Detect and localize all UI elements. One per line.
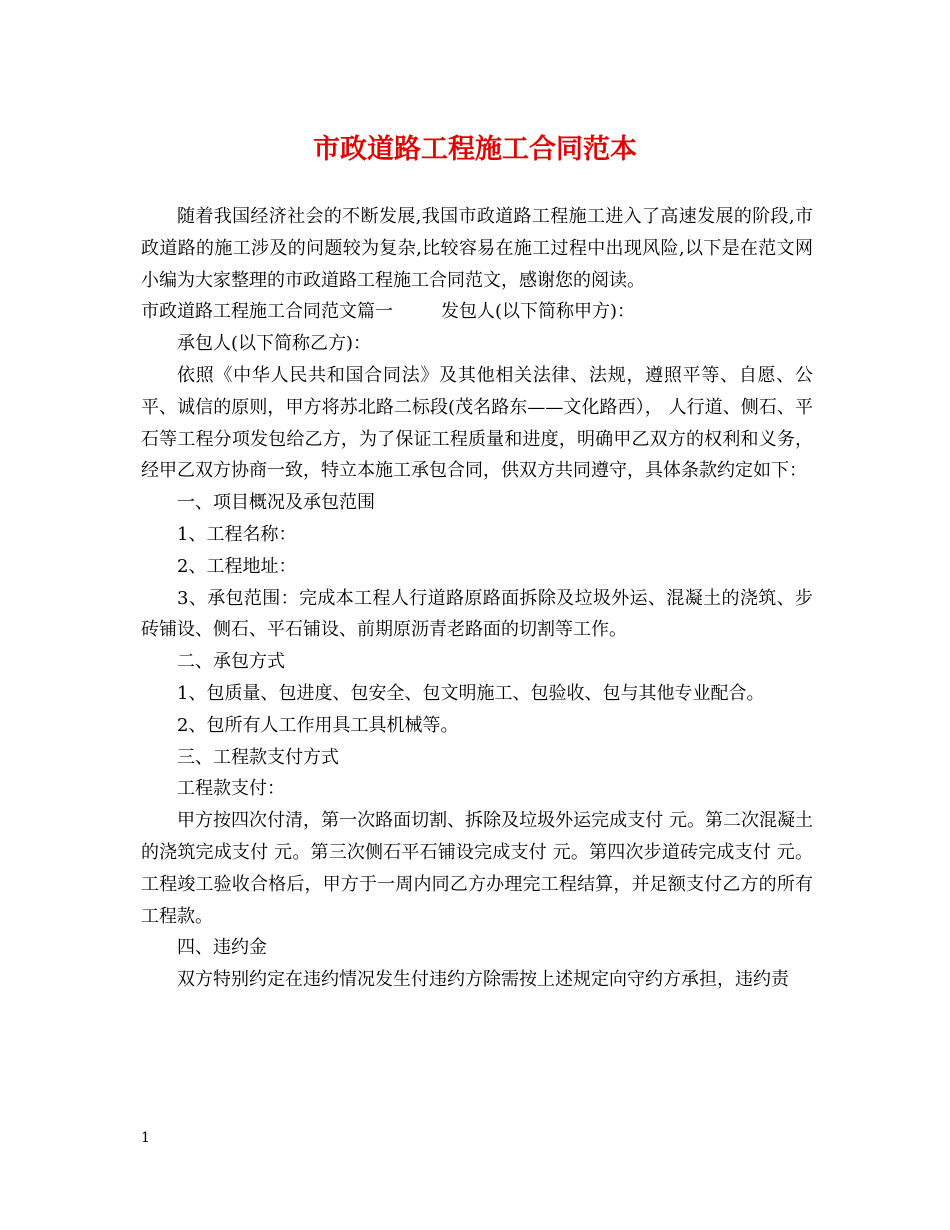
paragraph-payment-terms: 甲方按四次付清，第一次路面切割、拆除及垃圾外运完成支付 元。第二次混凝土的浇筑完成支付 元。第三次侧石平石铺设完成支付 元。第四次步道砖完成支付 元。工程竣工验收合格后，甲方于一周内同乙方办理完工程结算，并足额支付乙方的所有工程款。	[141, 810, 813, 927]
document-body	[141, 201, 813, 996]
employer-label: 发包人(以下简称甲方)：	[441, 301, 636, 323]
contract-sample-label: 市政道路工程施工合同范文篇一	[141, 301, 393, 323]
list-item: 1、包质量、包进度、包安全、包文明施工、包验收、包与其他专业配合。	[177, 682, 765, 704]
paragraph-penalty: 双方特别约定在违约情况发生付违约方除需按上述规定向守约方承担，违约责	[177, 969, 789, 991]
section-heading-4: 四、违约金	[177, 937, 267, 959]
page-number: 1	[141, 1130, 150, 1146]
list-item: 2、工程地址：	[177, 555, 297, 577]
paragraph-intro: 随着我国经济社会的不断发展,我国市政道路工程施工进入了高速发展的阶段,市政道路的施工涉及的问题较为复杂,比较容易在施工过程中出现风险,以下是在范文网小编为大家整理的市政道路工程施工合同范文，感谢您的阅读。	[141, 206, 813, 291]
paragraph-heading-line	[141, 296, 813, 328]
section-heading-2: 二、承包方式	[177, 651, 285, 673]
paragraph-payment-label: 工程款支付：	[177, 778, 285, 800]
paragraph-legal-basis: 依照《中华人民共和国合同法》及其他相关法律、法规，遵照平等、自愿、公平、诚信的原则，甲方将苏北路二标段(茂名路东——文化路西）， 人行道、侧石、平石等工程分项发包给乙方，为了保证工程质量和进度，明确甲乙双方的权利和义务，经甲乙双方协商一致，特立本施工承包合同，供双方共同遵守，具体条款约定如下：	[141, 364, 813, 482]
section-heading-1: 一、项目概况及承包范围	[177, 492, 375, 514]
section-heading-3: 三、工程款支付方式	[177, 746, 339, 768]
list-item: 1、工程名称：	[177, 523, 297, 545]
list-item: 3、承包范围：完成本工程人行道路原路面拆除及垃圾外运、混凝土的浇筑、步砖铺设、侧石、平石铺设、前期原沥青老路面的切割等工作。	[141, 587, 813, 641]
paragraph-contractor: 承包人(以下简称乙方)：	[177, 333, 372, 355]
document-title: 市政道路工程施工合同范本	[313, 134, 637, 165]
list-item: 2、包所有人工作用具工具机械等。	[177, 714, 459, 736]
